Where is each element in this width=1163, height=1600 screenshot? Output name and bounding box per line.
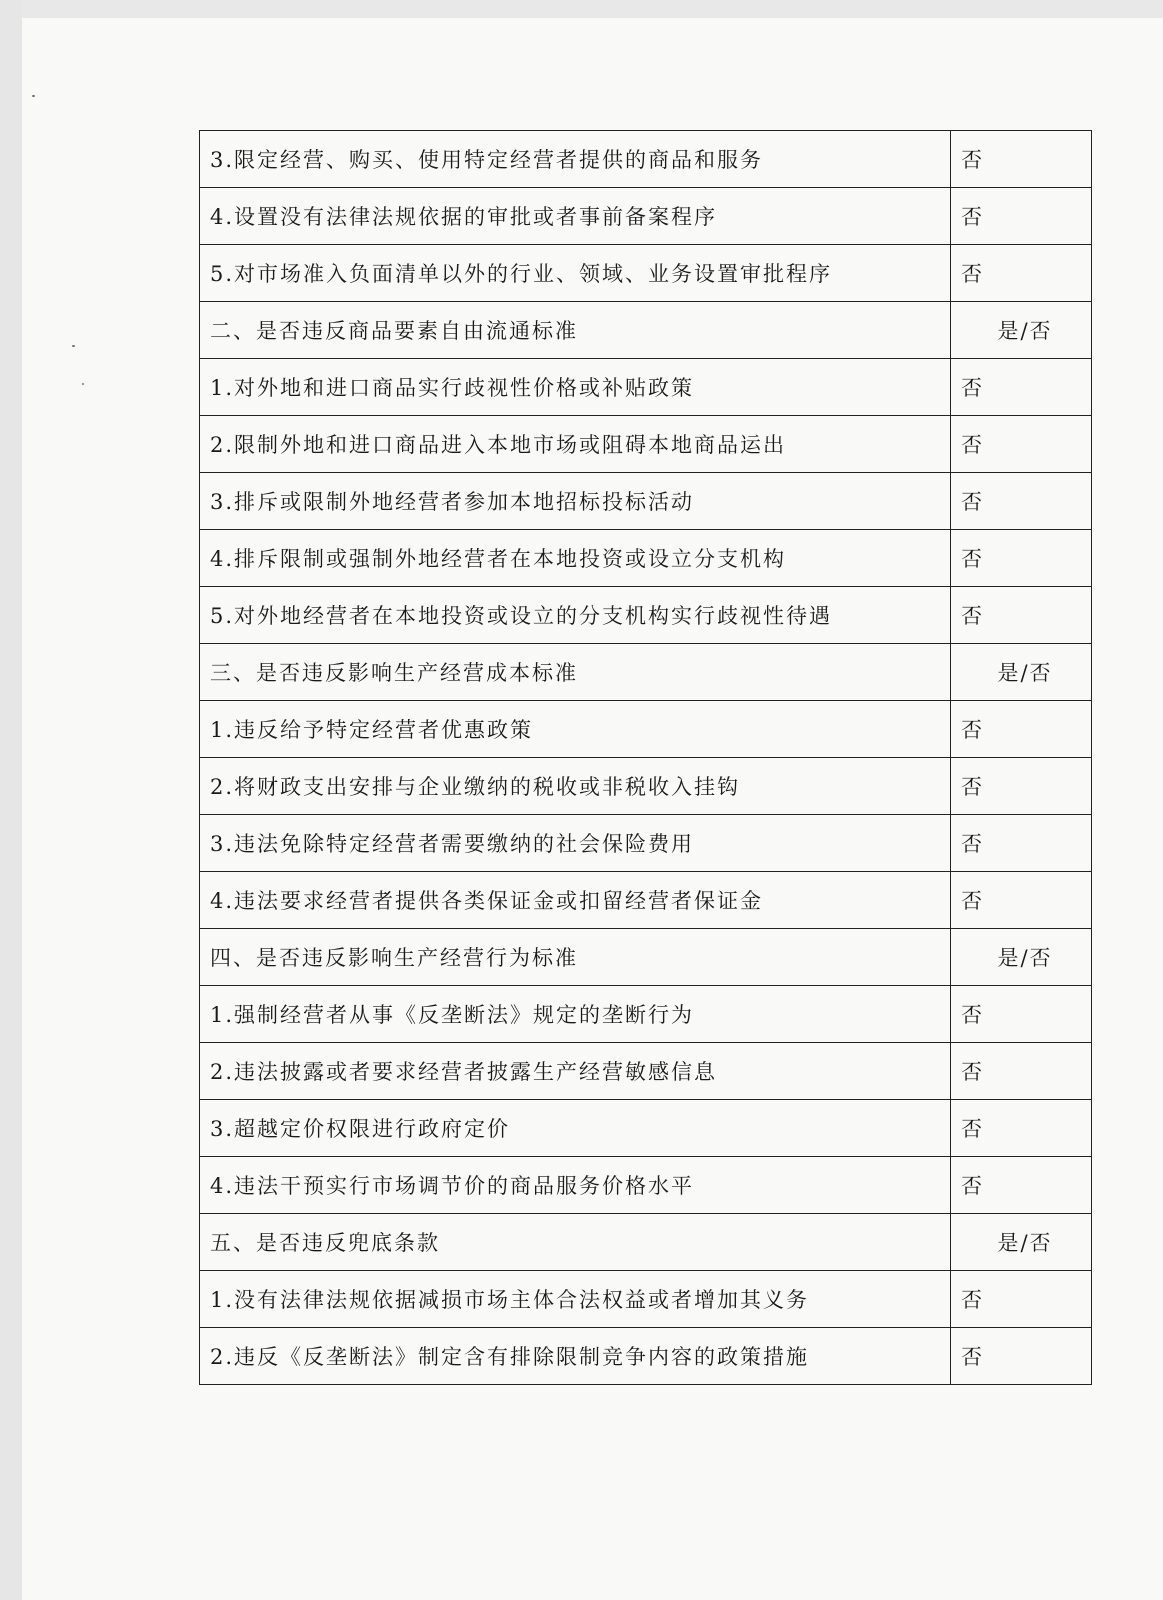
section-header-row — [200, 302, 1092, 359]
criterion-cell: 5.对市场准入负面清单以外的行业、领域、业务设置审批程序 — [200, 245, 951, 302]
criterion-cell: 3.超越定价权限进行政府定价 — [200, 1100, 951, 1157]
section-answer-cell: 是/否 — [951, 302, 1092, 359]
section-title-cell: 二、是否违反商品要素自由流通标准 — [200, 302, 951, 359]
table-row — [200, 986, 1092, 1043]
table-row — [200, 530, 1092, 587]
table-row — [200, 131, 1092, 188]
table-row — [200, 416, 1092, 473]
answer-cell: 否 — [951, 701, 1092, 758]
criterion-cell: 2.违法披露或者要求经营者披露生产经营敏感信息 — [200, 1043, 951, 1100]
table-row — [200, 245, 1092, 302]
section-header-row — [200, 929, 1092, 986]
answer-cell: 否 — [951, 1157, 1092, 1214]
scan-speck — [72, 345, 75, 347]
table-row — [200, 872, 1092, 929]
answer-cell: 否 — [951, 473, 1092, 530]
review-checklist-table — [199, 130, 1092, 1385]
table-row — [200, 815, 1092, 872]
criterion-cell: 1.强制经营者从事《反垄断法》规定的垄断行为 — [200, 986, 951, 1043]
table-row — [200, 1328, 1092, 1385]
section-answer-cell: 是/否 — [951, 1214, 1092, 1271]
table-row — [200, 1157, 1092, 1214]
criterion-cell: 4.设置没有法律法规依据的审批或者事前备案程序 — [200, 188, 951, 245]
section-title-cell: 五、是否违反兜底条款 — [200, 1214, 951, 1271]
answer-cell: 否 — [951, 1271, 1092, 1328]
scan-speck — [82, 383, 84, 385]
scan-left-edge — [0, 0, 22, 1600]
answer-cell: 否 — [951, 188, 1092, 245]
criterion-cell: 2.限制外地和进口商品进入本地市场或阻碍本地商品运出 — [200, 416, 951, 473]
answer-cell: 否 — [951, 131, 1092, 188]
criterion-cell: 3.排斥或限制外地经营者参加本地招标投标活动 — [200, 473, 951, 530]
criterion-cell: 5.对外地经营者在本地投资或设立的分支机构实行歧视性待遇 — [200, 587, 951, 644]
table-row — [200, 188, 1092, 245]
answer-cell: 否 — [951, 1100, 1092, 1157]
section-answer-cell: 是/否 — [951, 644, 1092, 701]
criterion-cell: 1.没有法律法规依据减损市场主体合法权益或者增加其义务 — [200, 1271, 951, 1328]
answer-cell: 否 — [951, 587, 1092, 644]
table-row — [200, 1271, 1092, 1328]
answer-cell: 否 — [951, 986, 1092, 1043]
answer-cell: 否 — [951, 872, 1092, 929]
table-row — [200, 701, 1092, 758]
criterion-cell: 4.违法要求经营者提供各类保证金或扣留经营者保证金 — [200, 872, 951, 929]
answer-cell: 否 — [951, 1328, 1092, 1385]
section-title-cell: 三、是否违反影响生产经营成本标准 — [200, 644, 951, 701]
criterion-cell: 1.违反给予特定经营者优惠政策 — [200, 701, 951, 758]
answer-cell: 否 — [951, 530, 1092, 587]
section-answer-cell: 是/否 — [951, 929, 1092, 986]
table-row — [200, 1100, 1092, 1157]
answer-cell: 否 — [951, 1043, 1092, 1100]
criterion-cell: 1.对外地和进口商品实行歧视性价格或补贴政策 — [200, 359, 951, 416]
section-header-row — [200, 1214, 1092, 1271]
table-row — [200, 473, 1092, 530]
criterion-cell: 2.将财政支出安排与企业缴纳的税收或非税收入挂钩 — [200, 758, 951, 815]
section-header-row — [200, 644, 1092, 701]
criterion-cell: 2.违反《反垄断法》制定含有排除限制竞争内容的政策措施 — [200, 1328, 951, 1385]
answer-cell: 否 — [951, 416, 1092, 473]
table-row — [200, 758, 1092, 815]
table-row — [200, 359, 1092, 416]
criterion-cell: 4.排斥限制或强制外地经营者在本地投资或设立分支机构 — [200, 530, 951, 587]
scan-speck — [32, 95, 35, 97]
answer-cell: 否 — [951, 815, 1092, 872]
criterion-cell: 3.限定经营、购买、使用特定经营者提供的商品和服务 — [200, 131, 951, 188]
answer-cell: 否 — [951, 359, 1092, 416]
answer-cell: 否 — [951, 758, 1092, 815]
table-row — [200, 587, 1092, 644]
criterion-cell: 4.违法干预实行市场调节价的商品服务价格水平 — [200, 1157, 951, 1214]
scan-top-edge — [0, 0, 1163, 18]
answer-cell: 否 — [951, 245, 1092, 302]
section-title-cell: 四、是否违反影响生产经营行为标准 — [200, 929, 951, 986]
criterion-cell: 3.违法免除特定经营者需要缴纳的社会保险费用 — [200, 815, 951, 872]
table-row — [200, 1043, 1092, 1100]
